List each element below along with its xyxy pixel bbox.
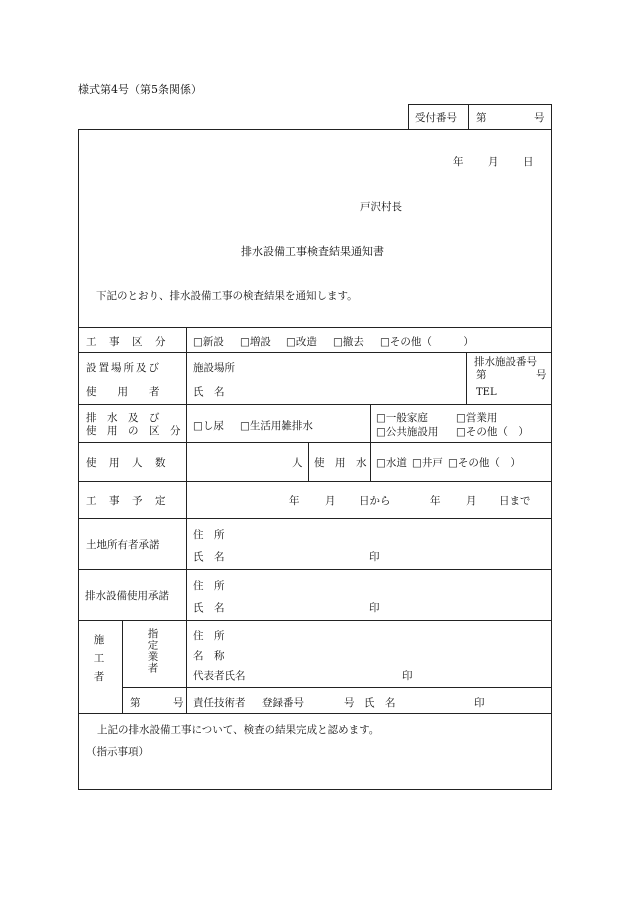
contractor-rep-label: 代表者氏名 xyxy=(193,670,246,682)
usage-type-label-2: 使 用 の 区 分 xyxy=(86,425,181,437)
registration-number-label: 登録番号 xyxy=(262,697,304,709)
document-title: 排水設備工事検査結果通知書 xyxy=(241,245,384,258)
designated-contractor-label: 指定業者 xyxy=(146,628,159,674)
landowner-name-label: 氏 名 xyxy=(193,551,225,563)
landowner-consent-label: 土地所有者承諾 xyxy=(86,539,160,551)
facility-number-dai: 第 xyxy=(476,369,487,381)
user-name-label: 氏 名 xyxy=(193,386,225,398)
receipt-number-label: 受付番号 xyxy=(415,112,457,124)
intro-text: 下記のとおり、排水設備工事の検査結果を通知します。 xyxy=(96,290,358,302)
date-month: 月 xyxy=(488,156,499,168)
date-year: 年 xyxy=(453,156,464,168)
usage-type-label-1: 排 水 及 び xyxy=(86,412,160,424)
contractor-company-label: 名 称 xyxy=(193,650,225,662)
work-type-new[interactable]: □新設 xyxy=(193,336,224,348)
date-day: 日 xyxy=(523,156,534,168)
users-label: 使 用 人 数 xyxy=(86,457,167,469)
use-option-public[interactable]: □公共施設用 xyxy=(376,426,439,438)
instructions-label: （指示事項） xyxy=(86,746,149,758)
receipt-go: 号 xyxy=(534,112,545,124)
use-option-other[interactable]: □その他（ ） xyxy=(456,426,529,438)
completion-statement: 上記の排水設備工事について、検査の結果完成と認めます。 xyxy=(97,724,380,736)
use-consent-address-label: 住 所 xyxy=(193,580,225,592)
schedule-from-year: 年 xyxy=(289,495,300,507)
engineer-label: 責任技術者 xyxy=(193,697,246,709)
contractor-seal: 印 xyxy=(402,670,413,682)
schedule-to-year: 年 xyxy=(430,495,441,507)
facility-place-label: 施設場所 xyxy=(193,362,235,374)
water-source-label: 使 用 水 xyxy=(314,457,367,469)
work-type-remodel[interactable]: □改造 xyxy=(286,336,317,348)
contractor-label: 施工者 xyxy=(92,634,105,690)
schedule-to-month: 月 xyxy=(466,495,477,507)
schedule-from-day: 日から xyxy=(359,495,391,507)
tel-label: TEL xyxy=(476,387,497,398)
engineer-name-label: 氏 名 xyxy=(364,697,396,709)
schedule-from-month: 月 xyxy=(325,495,336,507)
landowner-address-label: 住 所 xyxy=(193,529,225,541)
registration-go: 号 xyxy=(344,697,355,709)
landowner-seal: 印 xyxy=(369,551,380,563)
form-number-label: 様式第4号（第5条関係） xyxy=(78,83,202,96)
location-label-2: 使 用 者 xyxy=(86,386,160,398)
users-unit: 人 xyxy=(292,457,303,469)
use-consent-seal: 印 xyxy=(369,602,380,614)
work-type-remove[interactable]: □撤去 xyxy=(333,336,364,348)
facility-number-label: 排水施設番号 xyxy=(474,356,537,368)
facility-number-go: 号 xyxy=(536,369,547,381)
drain-option-gray-water[interactable]: □生活用雑排水 xyxy=(240,420,313,432)
schedule-label: 工 事 予 定 xyxy=(86,495,167,507)
water-option-well[interactable]: □井戸 xyxy=(412,457,443,469)
water-option-tap[interactable]: □水道 xyxy=(376,457,407,469)
engineer-seal: 印 xyxy=(474,697,485,709)
drain-option-sewage[interactable]: □し尿 xyxy=(193,420,224,432)
use-option-business[interactable]: □営業用 xyxy=(456,412,498,424)
contractor-dai: 第 xyxy=(130,697,141,709)
use-option-household[interactable]: □一般家庭 xyxy=(376,412,428,424)
work-type-other[interactable]: □その他（ ） xyxy=(380,336,474,348)
contractor-address-label: 住 所 xyxy=(193,630,225,642)
use-consent-label: 排水設備使用承諾 xyxy=(85,590,169,602)
location-label-1: 設置場所及び xyxy=(86,362,161,374)
work-type-expand[interactable]: □増設 xyxy=(240,336,271,348)
contractor-go: 号 xyxy=(173,697,184,709)
use-consent-name-label: 氏 名 xyxy=(193,602,225,614)
work-type-label: 工 事 区 分 xyxy=(86,336,167,348)
receipt-dai: 第 xyxy=(476,112,487,124)
addressee: 戸沢村長 xyxy=(360,201,402,213)
schedule-to-day: 日まで xyxy=(499,495,531,507)
water-option-other[interactable]: □その他（ ） xyxy=(448,457,521,469)
